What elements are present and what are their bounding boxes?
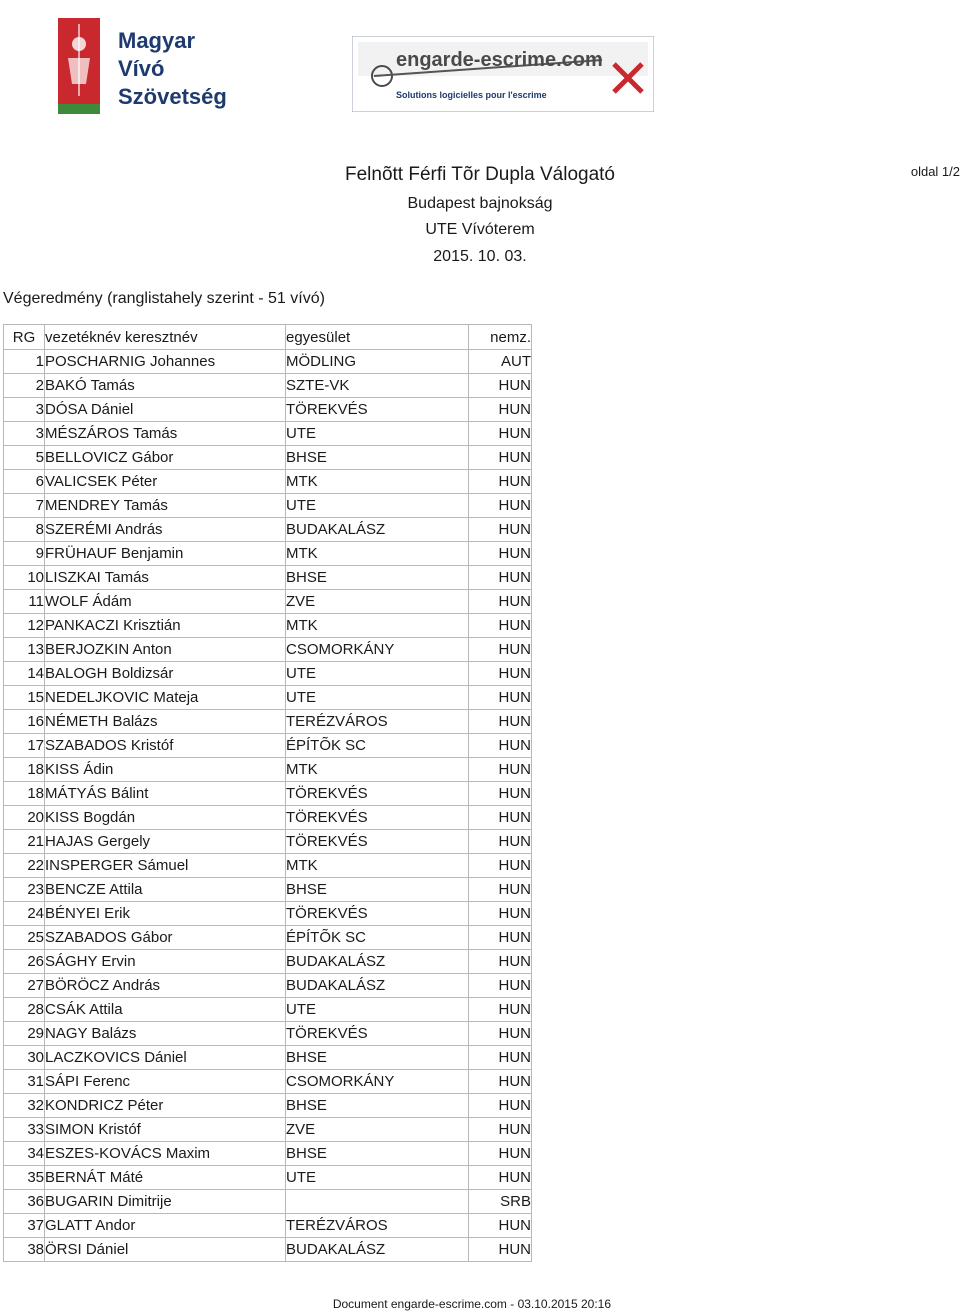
svg-text:Magyar: Magyar bbox=[118, 28, 196, 53]
nation-cell: HUN bbox=[469, 398, 532, 422]
fencer-name-cell: BALOGH Boldizsár bbox=[45, 662, 286, 686]
rank-cell: 6 bbox=[4, 470, 45, 494]
rank-cell: 3 bbox=[4, 422, 45, 446]
rank-cell: 36 bbox=[4, 1190, 45, 1214]
table-row bbox=[4, 1166, 532, 1190]
fencer-name-cell: ÖRSI Dániel bbox=[45, 1238, 286, 1262]
results-subtitle: Végeredmény (ranglistahely szerint - 51 vívó) bbox=[3, 290, 325, 307]
table-row bbox=[4, 1118, 532, 1142]
rank-cell: 1 bbox=[4, 350, 45, 374]
table-row bbox=[4, 662, 532, 686]
table-row bbox=[4, 1070, 532, 1094]
fencer-name-cell: NEDELJKOVIC Mateja bbox=[45, 686, 286, 710]
table-row bbox=[4, 566, 532, 590]
nation-cell: HUN bbox=[469, 1022, 532, 1046]
fencer-name-cell: BUGARIN Dimitrije bbox=[45, 1190, 286, 1214]
nation-cell: HUN bbox=[469, 566, 532, 590]
table-header-row bbox=[4, 325, 532, 350]
club-cell: BHSE bbox=[286, 446, 469, 470]
nation-cell: HUN bbox=[469, 518, 532, 542]
page-number: oldal 1/2 bbox=[910, 164, 960, 179]
table-row bbox=[4, 398, 532, 422]
fencer-name-cell: ESZES-KOVÁCS Maxim bbox=[45, 1142, 286, 1166]
club-cell: TÖREKVÉS bbox=[286, 830, 469, 854]
nation-cell: HUN bbox=[469, 1070, 532, 1094]
table-row bbox=[4, 518, 532, 542]
nation-cell: HUN bbox=[469, 1094, 532, 1118]
nation-cell: HUN bbox=[469, 542, 532, 566]
nation-cell: HUN bbox=[469, 758, 532, 782]
club-cell: UTE bbox=[286, 422, 469, 446]
fencer-name-cell: BERJOZKIN Anton bbox=[45, 638, 286, 662]
nation-cell: HUN bbox=[469, 950, 532, 974]
fencer-name-cell: SZERÉMI András bbox=[45, 518, 286, 542]
nation-cell: HUN bbox=[469, 830, 532, 854]
table-row bbox=[4, 638, 532, 662]
fencer-name-cell: LISZKAI Tamás bbox=[45, 566, 286, 590]
nation-cell: HUN bbox=[469, 710, 532, 734]
club-cell: MTK bbox=[286, 758, 469, 782]
table-row bbox=[4, 782, 532, 806]
club-cell: CSOMORKÁNY bbox=[286, 638, 469, 662]
nation-cell: HUN bbox=[469, 902, 532, 926]
nation-cell: HUN bbox=[469, 422, 532, 446]
rank-cell: 3 bbox=[4, 398, 45, 422]
club-cell: TERÉZVÁROS bbox=[286, 710, 469, 734]
nation-cell: HUN bbox=[469, 1166, 532, 1190]
table-row bbox=[4, 1238, 532, 1262]
nation-cell: HUN bbox=[469, 1142, 532, 1166]
rank-cell: 23 bbox=[4, 878, 45, 902]
club-cell: BUDAKALÁSZ bbox=[286, 518, 469, 542]
rank-cell: 37 bbox=[4, 1214, 45, 1238]
rank-cell: 18 bbox=[4, 758, 45, 782]
table-row bbox=[4, 806, 532, 830]
rank-cell: 5 bbox=[4, 446, 45, 470]
club-cell: BHSE bbox=[286, 1094, 469, 1118]
fencer-name-cell: DÓSA Dániel bbox=[45, 398, 286, 422]
table-row bbox=[4, 830, 532, 854]
rank-cell: 2 bbox=[4, 374, 45, 398]
table-row bbox=[4, 998, 532, 1022]
competition-date: 2015. 10. 03. bbox=[433, 248, 527, 265]
table-row bbox=[4, 374, 532, 398]
nation-cell: HUN bbox=[469, 446, 532, 470]
club-cell: TÖREKVÉS bbox=[286, 902, 469, 926]
table-row bbox=[4, 446, 532, 470]
table-row bbox=[4, 710, 532, 734]
table-row bbox=[4, 590, 532, 614]
rank-cell: 13 bbox=[4, 638, 45, 662]
club-cell: BHSE bbox=[286, 566, 469, 590]
rank-cell: 21 bbox=[4, 830, 45, 854]
table-row bbox=[4, 422, 532, 446]
table-row bbox=[4, 350, 532, 374]
fencer-name-cell: FRÜHAUF Benjamin bbox=[45, 542, 286, 566]
nation-cell: HUN bbox=[469, 926, 532, 950]
fencer-name-cell: MÁTYÁS Bálint bbox=[45, 782, 286, 806]
nation-cell: HUN bbox=[469, 662, 532, 686]
svg-text:Solutions logicielles pour l'e: Solutions logicielles pour l'escrime bbox=[396, 90, 547, 100]
col-header-club: egyesület bbox=[286, 325, 469, 350]
table-row bbox=[4, 1046, 532, 1070]
fencer-name-cell: PANKACZI Krisztián bbox=[45, 614, 286, 638]
fencer-name-cell: SIMON Kristóf bbox=[45, 1118, 286, 1142]
table-row bbox=[4, 902, 532, 926]
club-cell: BUDAKALÁSZ bbox=[286, 974, 469, 998]
table-row bbox=[4, 926, 532, 950]
club-cell: SZTE-VK bbox=[286, 374, 469, 398]
table-row bbox=[4, 974, 532, 998]
svg-text:Szövetség: Szövetség bbox=[118, 84, 227, 109]
competition-event: Budapest bajnokság bbox=[407, 195, 553, 212]
mvsz-logo bbox=[40, 14, 240, 124]
fencer-name-cell: KONDRICZ Péter bbox=[45, 1094, 286, 1118]
rank-cell: 24 bbox=[4, 902, 45, 926]
table-row bbox=[4, 686, 532, 710]
rank-cell: 8 bbox=[4, 518, 45, 542]
club-cell: BUDAKALÁSZ bbox=[286, 1238, 469, 1262]
nation-cell: HUN bbox=[469, 686, 532, 710]
nation-cell: HUN bbox=[469, 590, 532, 614]
nation-cell: HUN bbox=[469, 470, 532, 494]
club-cell: BHSE bbox=[286, 878, 469, 902]
fencer-name-cell: POSCHARNIG Johannes bbox=[45, 350, 286, 374]
table-row bbox=[4, 758, 532, 782]
fencer-name-cell: MÉSZÁROS Tamás bbox=[45, 422, 286, 446]
fencer-name-cell: LACZKOVICS Dániel bbox=[45, 1046, 286, 1070]
rank-cell: 16 bbox=[4, 710, 45, 734]
table-row bbox=[4, 878, 532, 902]
club-cell: BHSE bbox=[286, 1046, 469, 1070]
fencer-name-cell: NÉMETH Balázs bbox=[45, 710, 286, 734]
rank-cell: 28 bbox=[4, 998, 45, 1022]
nation-cell: HUN bbox=[469, 1214, 532, 1238]
col-header-name: vezetéknév keresztnév bbox=[45, 325, 286, 350]
fencer-name-cell: NAGY Balázs bbox=[45, 1022, 286, 1046]
club-cell: UTE bbox=[286, 494, 469, 518]
document-footer: Document engarde-escrime.com - 03.10.2015 20:16 bbox=[332, 1297, 611, 1311]
club-cell: ZVE bbox=[286, 1118, 469, 1142]
rank-cell: 31 bbox=[4, 1070, 45, 1094]
fencer-name-cell: SZABADOS Gábor bbox=[45, 926, 286, 950]
fencer-name-cell: VALICSEK Péter bbox=[45, 470, 286, 494]
rank-cell: 20 bbox=[4, 806, 45, 830]
fencer-name-cell: INSPERGER Sámuel bbox=[45, 854, 286, 878]
club-cell: UTE bbox=[286, 686, 469, 710]
table-row bbox=[4, 950, 532, 974]
club-cell: MTK bbox=[286, 854, 469, 878]
table-row bbox=[4, 494, 532, 518]
table-row bbox=[4, 1214, 532, 1238]
rank-cell: 17 bbox=[4, 734, 45, 758]
rank-cell: 26 bbox=[4, 950, 45, 974]
fencer-name-cell: KISS Ádin bbox=[45, 758, 286, 782]
table-row bbox=[4, 1142, 532, 1166]
engarde-logo bbox=[352, 36, 654, 112]
club-cell: UTE bbox=[286, 998, 469, 1022]
club-cell: ZVE bbox=[286, 590, 469, 614]
nation-cell: HUN bbox=[469, 1046, 532, 1070]
rank-cell: 35 bbox=[4, 1166, 45, 1190]
nation-cell: HUN bbox=[469, 494, 532, 518]
table-row bbox=[4, 854, 532, 878]
table-row bbox=[4, 470, 532, 494]
nation-cell: AUT bbox=[469, 350, 532, 374]
club-cell: TERÉZVÁROS bbox=[286, 1214, 469, 1238]
fencer-name-cell: KISS Bogdán bbox=[45, 806, 286, 830]
rank-cell: 32 bbox=[4, 1094, 45, 1118]
fencer-name-cell: BENCZE Attila bbox=[45, 878, 286, 902]
fencer-name-cell: SZABADOS Kristóf bbox=[45, 734, 286, 758]
club-cell bbox=[286, 1190, 469, 1214]
fencer-name-cell: MENDREY Tamás bbox=[45, 494, 286, 518]
nation-cell: HUN bbox=[469, 374, 532, 398]
col-header-rank: RG bbox=[4, 325, 45, 350]
club-cell: TÖREKVÉS bbox=[286, 782, 469, 806]
competition-title: Felnõtt Férfi Tõr Dupla Válogató bbox=[344, 164, 615, 185]
nation-cell: HUN bbox=[469, 806, 532, 830]
table-row bbox=[4, 1094, 532, 1118]
club-cell: BUDAKALÁSZ bbox=[286, 950, 469, 974]
rank-cell: 14 bbox=[4, 662, 45, 686]
table-row bbox=[4, 542, 532, 566]
club-cell: ÉPÍTÕK SC bbox=[286, 734, 469, 758]
rank-cell: 29 bbox=[4, 1022, 45, 1046]
club-cell: MTK bbox=[286, 614, 469, 638]
results-table bbox=[3, 324, 532, 1262]
club-cell: UTE bbox=[286, 662, 469, 686]
fencer-name-cell: BAKÓ Tamás bbox=[45, 374, 286, 398]
nation-cell: SRB bbox=[469, 1190, 532, 1214]
club-cell: UTE bbox=[286, 1166, 469, 1190]
rank-cell: 10 bbox=[4, 566, 45, 590]
rank-cell: 18 bbox=[4, 782, 45, 806]
fencer-name-cell: SÁPI Ferenc bbox=[45, 1070, 286, 1094]
nation-cell: HUN bbox=[469, 998, 532, 1022]
nation-cell: HUN bbox=[469, 734, 532, 758]
rank-cell: 9 bbox=[4, 542, 45, 566]
fencer-name-cell: CSÁK Attila bbox=[45, 998, 286, 1022]
svg-text:Vívó: Vívó bbox=[118, 56, 165, 81]
col-header-nation: nemz. bbox=[469, 325, 532, 350]
club-cell: TÖREKVÉS bbox=[286, 1022, 469, 1046]
fencer-name-cell: BÖRÖCZ András bbox=[45, 974, 286, 998]
fencer-name-cell: BERNÁT Máté bbox=[45, 1166, 286, 1190]
fencer-name-cell: HAJAS Gergely bbox=[45, 830, 286, 854]
rank-cell: 38 bbox=[4, 1238, 45, 1262]
rank-cell: 25 bbox=[4, 926, 45, 950]
nation-cell: HUN bbox=[469, 782, 532, 806]
nation-cell: HUN bbox=[469, 878, 532, 902]
fencer-name-cell: WOLF Ádám bbox=[45, 590, 286, 614]
nation-cell: HUN bbox=[469, 638, 532, 662]
table-row bbox=[4, 614, 532, 638]
nation-cell: HUN bbox=[469, 974, 532, 998]
rank-cell: 15 bbox=[4, 686, 45, 710]
club-cell: MTK bbox=[286, 542, 469, 566]
table-row bbox=[4, 1190, 532, 1214]
rank-cell: 33 bbox=[4, 1118, 45, 1142]
club-cell: BHSE bbox=[286, 1142, 469, 1166]
club-cell: MTK bbox=[286, 470, 469, 494]
svg-text:engarde-escrime.com: engarde-escrime.com bbox=[396, 49, 603, 71]
nation-cell: HUN bbox=[469, 614, 532, 638]
fencer-name-cell: GLATT Andor bbox=[45, 1214, 286, 1238]
nation-cell: HUN bbox=[469, 1118, 532, 1142]
nation-cell: HUN bbox=[469, 1238, 532, 1262]
rank-cell: 27 bbox=[4, 974, 45, 998]
fencer-name-cell: BÉNYEI Erik bbox=[45, 902, 286, 926]
nation-cell: HUN bbox=[469, 854, 532, 878]
rank-cell: 30 bbox=[4, 1046, 45, 1070]
rank-cell: 22 bbox=[4, 854, 45, 878]
rank-cell: 34 bbox=[4, 1142, 45, 1166]
rank-cell: 11 bbox=[4, 590, 45, 614]
club-cell: TÖREKVÉS bbox=[286, 806, 469, 830]
competition-venue: UTE Vívóterem bbox=[425, 221, 535, 238]
rank-cell: 7 bbox=[4, 494, 45, 518]
club-cell: MÖDLING bbox=[286, 350, 469, 374]
fencer-name-cell: SÁGHY Ervin bbox=[45, 950, 286, 974]
rank-cell: 12 bbox=[4, 614, 45, 638]
club-cell: ÉPÍTÕK SC bbox=[286, 926, 469, 950]
fencer-name-cell: BELLOVICZ Gábor bbox=[45, 446, 286, 470]
table-row bbox=[4, 1022, 532, 1046]
table-row bbox=[4, 734, 532, 758]
club-cell: CSOMORKÁNY bbox=[286, 1070, 469, 1094]
club-cell: TÖREKVÉS bbox=[286, 398, 469, 422]
